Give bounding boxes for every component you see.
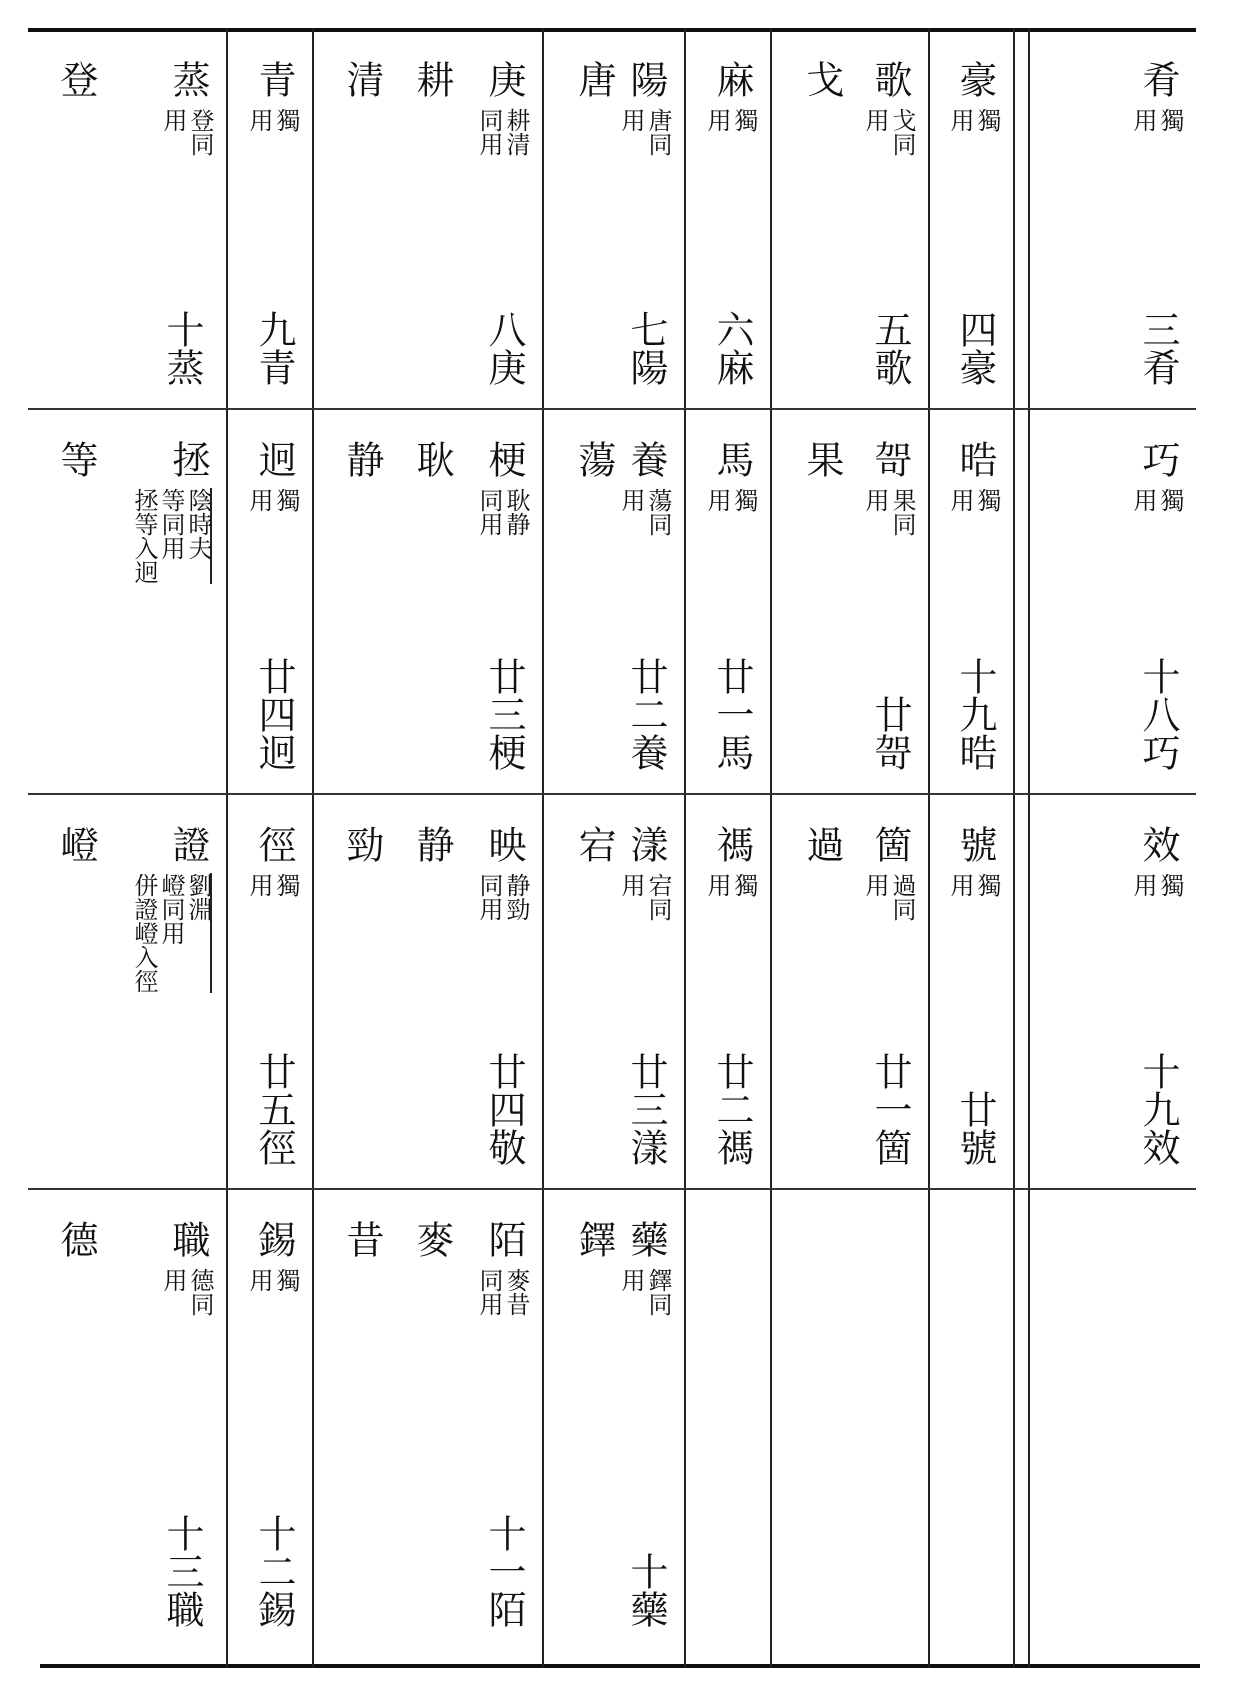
companion-char: 過 bbox=[800, 825, 844, 863]
rhyme-head: 證 bbox=[166, 825, 210, 863]
rhyme-number: 廿五徑 bbox=[252, 1052, 296, 1166]
note-line: 同用 bbox=[475, 108, 503, 156]
rhyme-head: 徑 bbox=[252, 825, 296, 863]
note-line: 用 bbox=[861, 873, 889, 897]
rhyme-number: 廿二養 bbox=[624, 657, 668, 771]
rhyme-cell bbox=[942, 1188, 1013, 1664]
note-line: 蕩同 bbox=[644, 488, 672, 536]
rhyme-number: 廿四敬 bbox=[482, 1052, 526, 1166]
rhyme-cell bbox=[240, 28, 312, 408]
rhyme-number: 廿三梗 bbox=[482, 657, 526, 771]
rhyme-cell bbox=[1028, 28, 1196, 408]
rhyme-note bbox=[246, 873, 298, 897]
rhyme-note bbox=[160, 108, 212, 156]
rhyme-number: 十八巧 bbox=[1136, 657, 1180, 771]
rhyme-head: 職 bbox=[166, 1220, 210, 1258]
rhyme-head: 青 bbox=[252, 60, 296, 98]
note-line: 用 bbox=[617, 1268, 645, 1292]
rhyme-note bbox=[704, 488, 756, 512]
rhyme-cell bbox=[1028, 1188, 1196, 1664]
rhyme-cell bbox=[28, 408, 226, 793]
rhyme-head: 蒸 bbox=[166, 60, 210, 98]
rhyme-note bbox=[618, 488, 670, 536]
rhyme-head: 錫 bbox=[252, 1220, 296, 1258]
note-line: 過同 bbox=[888, 873, 916, 921]
note-line: 併證嶝入徑 bbox=[130, 873, 158, 993]
rhyme-cell bbox=[556, 793, 684, 1188]
rhyme-number: 十二錫 bbox=[252, 1514, 296, 1628]
note-line: 德同 bbox=[186, 1268, 214, 1316]
rhyme-note bbox=[862, 873, 914, 921]
rhyme-head: 漾 bbox=[624, 825, 668, 863]
rhyme-number: 十蒸 bbox=[160, 310, 204, 386]
rhyme-number: 廿二禡 bbox=[710, 1052, 754, 1166]
rhyme-head: 陽 bbox=[624, 60, 668, 98]
note-line: 宕同 bbox=[644, 873, 672, 921]
rhyme-note bbox=[947, 108, 999, 132]
column-rule bbox=[684, 28, 686, 1668]
rhyme-head: 巧 bbox=[1136, 440, 1180, 478]
note-line: 用 bbox=[703, 488, 731, 512]
note-line: 用 bbox=[617, 488, 645, 512]
note-line: 獨 bbox=[730, 108, 758, 132]
rhyme-note bbox=[131, 488, 212, 584]
note-line: 獨 bbox=[730, 873, 758, 897]
rhyme-head: 陌 bbox=[482, 1220, 526, 1258]
rhyme-cell bbox=[326, 408, 542, 793]
rhyme-cell bbox=[556, 1188, 684, 1664]
note-line: 登同 bbox=[186, 108, 214, 156]
rhyme-cell bbox=[784, 1188, 928, 1664]
rhyme-note bbox=[246, 488, 298, 512]
rhyme-head: 映 bbox=[482, 825, 526, 863]
note-line: 拯等入迥 bbox=[130, 488, 158, 584]
rhyme-head: 歌 bbox=[868, 60, 912, 98]
rhyme-head: 晧 bbox=[953, 440, 997, 478]
companion-char: 昔 bbox=[340, 1220, 384, 1258]
rhyme-number: 五歌 bbox=[868, 310, 912, 386]
rhyme-note bbox=[1130, 488, 1182, 512]
note-line: 用 bbox=[1129, 108, 1157, 132]
rhyme-head: 庚 bbox=[482, 60, 526, 98]
rhyme-cell bbox=[28, 28, 226, 408]
rhyme-number: 廿號 bbox=[953, 1090, 997, 1166]
companion-char: 清 bbox=[340, 60, 384, 98]
note-line: 用 bbox=[946, 873, 974, 897]
rhyme-head: 禡 bbox=[710, 825, 754, 863]
rhyme-head: 豪 bbox=[953, 60, 997, 98]
rhyme-cell bbox=[698, 1188, 770, 1664]
note-line: 用 bbox=[245, 108, 273, 132]
rhyme-note bbox=[160, 1268, 212, 1316]
rhyme-cell bbox=[326, 793, 542, 1188]
companion-char: 鐸 bbox=[572, 1220, 616, 1258]
rhyme-head: 藥 bbox=[624, 1220, 668, 1258]
rhyme-cell bbox=[240, 1188, 312, 1664]
rhyme-cell bbox=[240, 793, 312, 1188]
rhyme-head: 號 bbox=[953, 825, 997, 863]
rhyme-cell bbox=[698, 408, 770, 793]
rhyme-head: 養 bbox=[624, 440, 668, 478]
rhyme-cell bbox=[784, 28, 928, 408]
rhyme-note bbox=[1130, 873, 1182, 897]
rhyme-cell bbox=[784, 408, 928, 793]
rhyme-head: 梗 bbox=[482, 440, 526, 478]
rhyme-note bbox=[862, 488, 914, 536]
note-line: 用 bbox=[703, 873, 731, 897]
companion-char: 唐 bbox=[572, 60, 616, 98]
note-line: 耕清 bbox=[502, 108, 530, 156]
note-line: 獨 bbox=[272, 873, 300, 897]
note-line: 陰時夫 bbox=[185, 488, 212, 584]
note-line: 獨 bbox=[973, 873, 1001, 897]
rhyme-note bbox=[476, 488, 528, 536]
rhyme-note bbox=[476, 873, 528, 921]
note-line: 劉淵 bbox=[185, 873, 212, 993]
rhyme-note bbox=[1130, 108, 1182, 132]
rhyme-cell bbox=[942, 28, 1013, 408]
rhyme-number: 六麻 bbox=[710, 310, 754, 386]
bottom-rule bbox=[40, 1664, 1200, 1668]
companion-char: 静 bbox=[340, 440, 384, 478]
note-line: 獨 bbox=[973, 488, 1001, 512]
rhyme-number: 廿一箇 bbox=[868, 1052, 912, 1166]
rhyme-head: 效 bbox=[1136, 825, 1180, 863]
rhyme-number: 十九效 bbox=[1136, 1052, 1180, 1166]
companion-char: 果 bbox=[800, 440, 844, 478]
rhyme-number: 十一陌 bbox=[482, 1514, 526, 1628]
note-line: 用 bbox=[861, 108, 889, 132]
companion-char: 戈 bbox=[800, 60, 844, 98]
note-line: 用 bbox=[617, 108, 645, 132]
note-line: 戈同 bbox=[888, 108, 916, 156]
note-line: 用 bbox=[245, 488, 273, 512]
note-line: 用 bbox=[245, 1268, 273, 1292]
note-line: 獨 bbox=[1156, 108, 1184, 132]
rhyme-cell bbox=[326, 28, 542, 408]
rhyme-head: 哿 bbox=[868, 440, 912, 478]
note-line: 獨 bbox=[272, 488, 300, 512]
note-line: 獨 bbox=[272, 108, 300, 132]
column-rule bbox=[928, 28, 930, 1668]
rhyme-head: 拯 bbox=[166, 440, 210, 478]
rhyme-cell bbox=[942, 408, 1013, 793]
rhyme-cell bbox=[240, 408, 312, 793]
rhyme-number: 廿四迥 bbox=[252, 657, 296, 771]
column-rule bbox=[542, 28, 544, 1668]
rhyme-note bbox=[618, 1268, 670, 1316]
note-line: 果同 bbox=[888, 488, 916, 536]
note-line: 獨 bbox=[272, 1268, 300, 1292]
rhyme-number: 廿哿 bbox=[868, 695, 912, 771]
note-line: 唐同 bbox=[644, 108, 672, 156]
note-line: 用 bbox=[861, 488, 889, 512]
rhyme-number: 九青 bbox=[252, 310, 296, 386]
note-line: 同用 bbox=[475, 873, 503, 921]
companion-char: 蕩 bbox=[572, 440, 616, 478]
companion-char: 耿 bbox=[410, 440, 454, 478]
companion-char: 登 bbox=[54, 60, 98, 98]
rhyme-note bbox=[862, 108, 914, 156]
rhyme-head: 迥 bbox=[252, 440, 296, 478]
note-line: 用 bbox=[159, 1268, 187, 1292]
note-line: 同用 bbox=[475, 488, 503, 536]
companion-char: 嶝 bbox=[54, 825, 98, 863]
rhyme-number: 四豪 bbox=[953, 310, 997, 386]
rhyme-cell bbox=[28, 1188, 226, 1664]
rhyme-note bbox=[704, 873, 756, 897]
rhyme-note bbox=[246, 108, 298, 132]
companion-char: 麥 bbox=[410, 1220, 454, 1258]
rhyme-cell bbox=[784, 793, 928, 1188]
rhyme-number: 八庚 bbox=[482, 310, 526, 386]
companion-char: 宕 bbox=[572, 825, 616, 863]
companion-char: 静 bbox=[410, 825, 454, 863]
rhyme-cell bbox=[556, 28, 684, 408]
rhyme-table bbox=[28, 28, 1196, 1668]
rhyme-number: 十藥 bbox=[624, 1552, 668, 1628]
note-line: 等同用 bbox=[157, 488, 185, 560]
note-line: 獨 bbox=[1156, 488, 1184, 512]
rhyme-note bbox=[704, 108, 756, 132]
note-line: 用 bbox=[245, 873, 273, 897]
rhyme-cell bbox=[942, 793, 1013, 1188]
companion-char: 勁 bbox=[340, 825, 384, 863]
note-line: 用 bbox=[946, 488, 974, 512]
rhyme-note bbox=[476, 108, 528, 156]
rhyme-number: 三肴 bbox=[1136, 310, 1180, 386]
rhyme-cell bbox=[1028, 408, 1196, 793]
note-line: 獨 bbox=[1156, 873, 1184, 897]
column-rule bbox=[770, 28, 772, 1668]
rhyme-number: 廿一馬 bbox=[710, 657, 754, 771]
note-line: 耿静 bbox=[502, 488, 530, 536]
rhyme-note bbox=[618, 873, 670, 921]
note-line: 嶝同用 bbox=[157, 873, 185, 945]
note-line: 静勁 bbox=[502, 873, 530, 921]
rhyme-number: 十三職 bbox=[160, 1514, 204, 1628]
note-line: 用 bbox=[946, 108, 974, 132]
column-rule bbox=[312, 28, 314, 1668]
companion-char: 德 bbox=[54, 1220, 98, 1258]
note-line: 獨 bbox=[973, 108, 1001, 132]
rhyme-note bbox=[618, 108, 670, 156]
rhyme-cell bbox=[698, 793, 770, 1188]
note-line: 用 bbox=[617, 873, 645, 897]
rhyme-note bbox=[131, 873, 212, 993]
note-line: 獨 bbox=[730, 488, 758, 512]
rhyme-note bbox=[947, 873, 999, 897]
companion-char: 等 bbox=[54, 440, 98, 478]
rhyme-cell bbox=[698, 28, 770, 408]
note-line: 麥昔 bbox=[502, 1268, 530, 1316]
rhyme-number: 十九晧 bbox=[953, 657, 997, 771]
rhyme-cell bbox=[28, 793, 226, 1188]
note-line: 鐸同 bbox=[644, 1268, 672, 1316]
rhyme-cell bbox=[1028, 793, 1196, 1188]
rhyme-note bbox=[476, 1268, 528, 1316]
note-line: 用 bbox=[1129, 488, 1157, 512]
rhyme-cell bbox=[326, 1188, 542, 1664]
rhyme-note bbox=[947, 488, 999, 512]
rhyme-cell bbox=[556, 408, 684, 793]
rhyme-head: 箇 bbox=[868, 825, 912, 863]
rhyme-number: 廿三漾 bbox=[624, 1052, 668, 1166]
column-rule bbox=[1013, 28, 1015, 1668]
rhyme-head: 麻 bbox=[710, 60, 754, 98]
note-line: 同用 bbox=[475, 1268, 503, 1316]
companion-char: 耕 bbox=[410, 60, 454, 98]
rhyme-note bbox=[246, 1268, 298, 1292]
column-rule bbox=[226, 28, 228, 1668]
note-line: 用 bbox=[703, 108, 731, 132]
rhyme-head: 肴 bbox=[1136, 60, 1180, 98]
note-line: 用 bbox=[159, 108, 187, 132]
note-line: 用 bbox=[1129, 873, 1157, 897]
rhyme-number: 七陽 bbox=[624, 310, 668, 386]
rhyme-head: 馬 bbox=[710, 440, 754, 478]
